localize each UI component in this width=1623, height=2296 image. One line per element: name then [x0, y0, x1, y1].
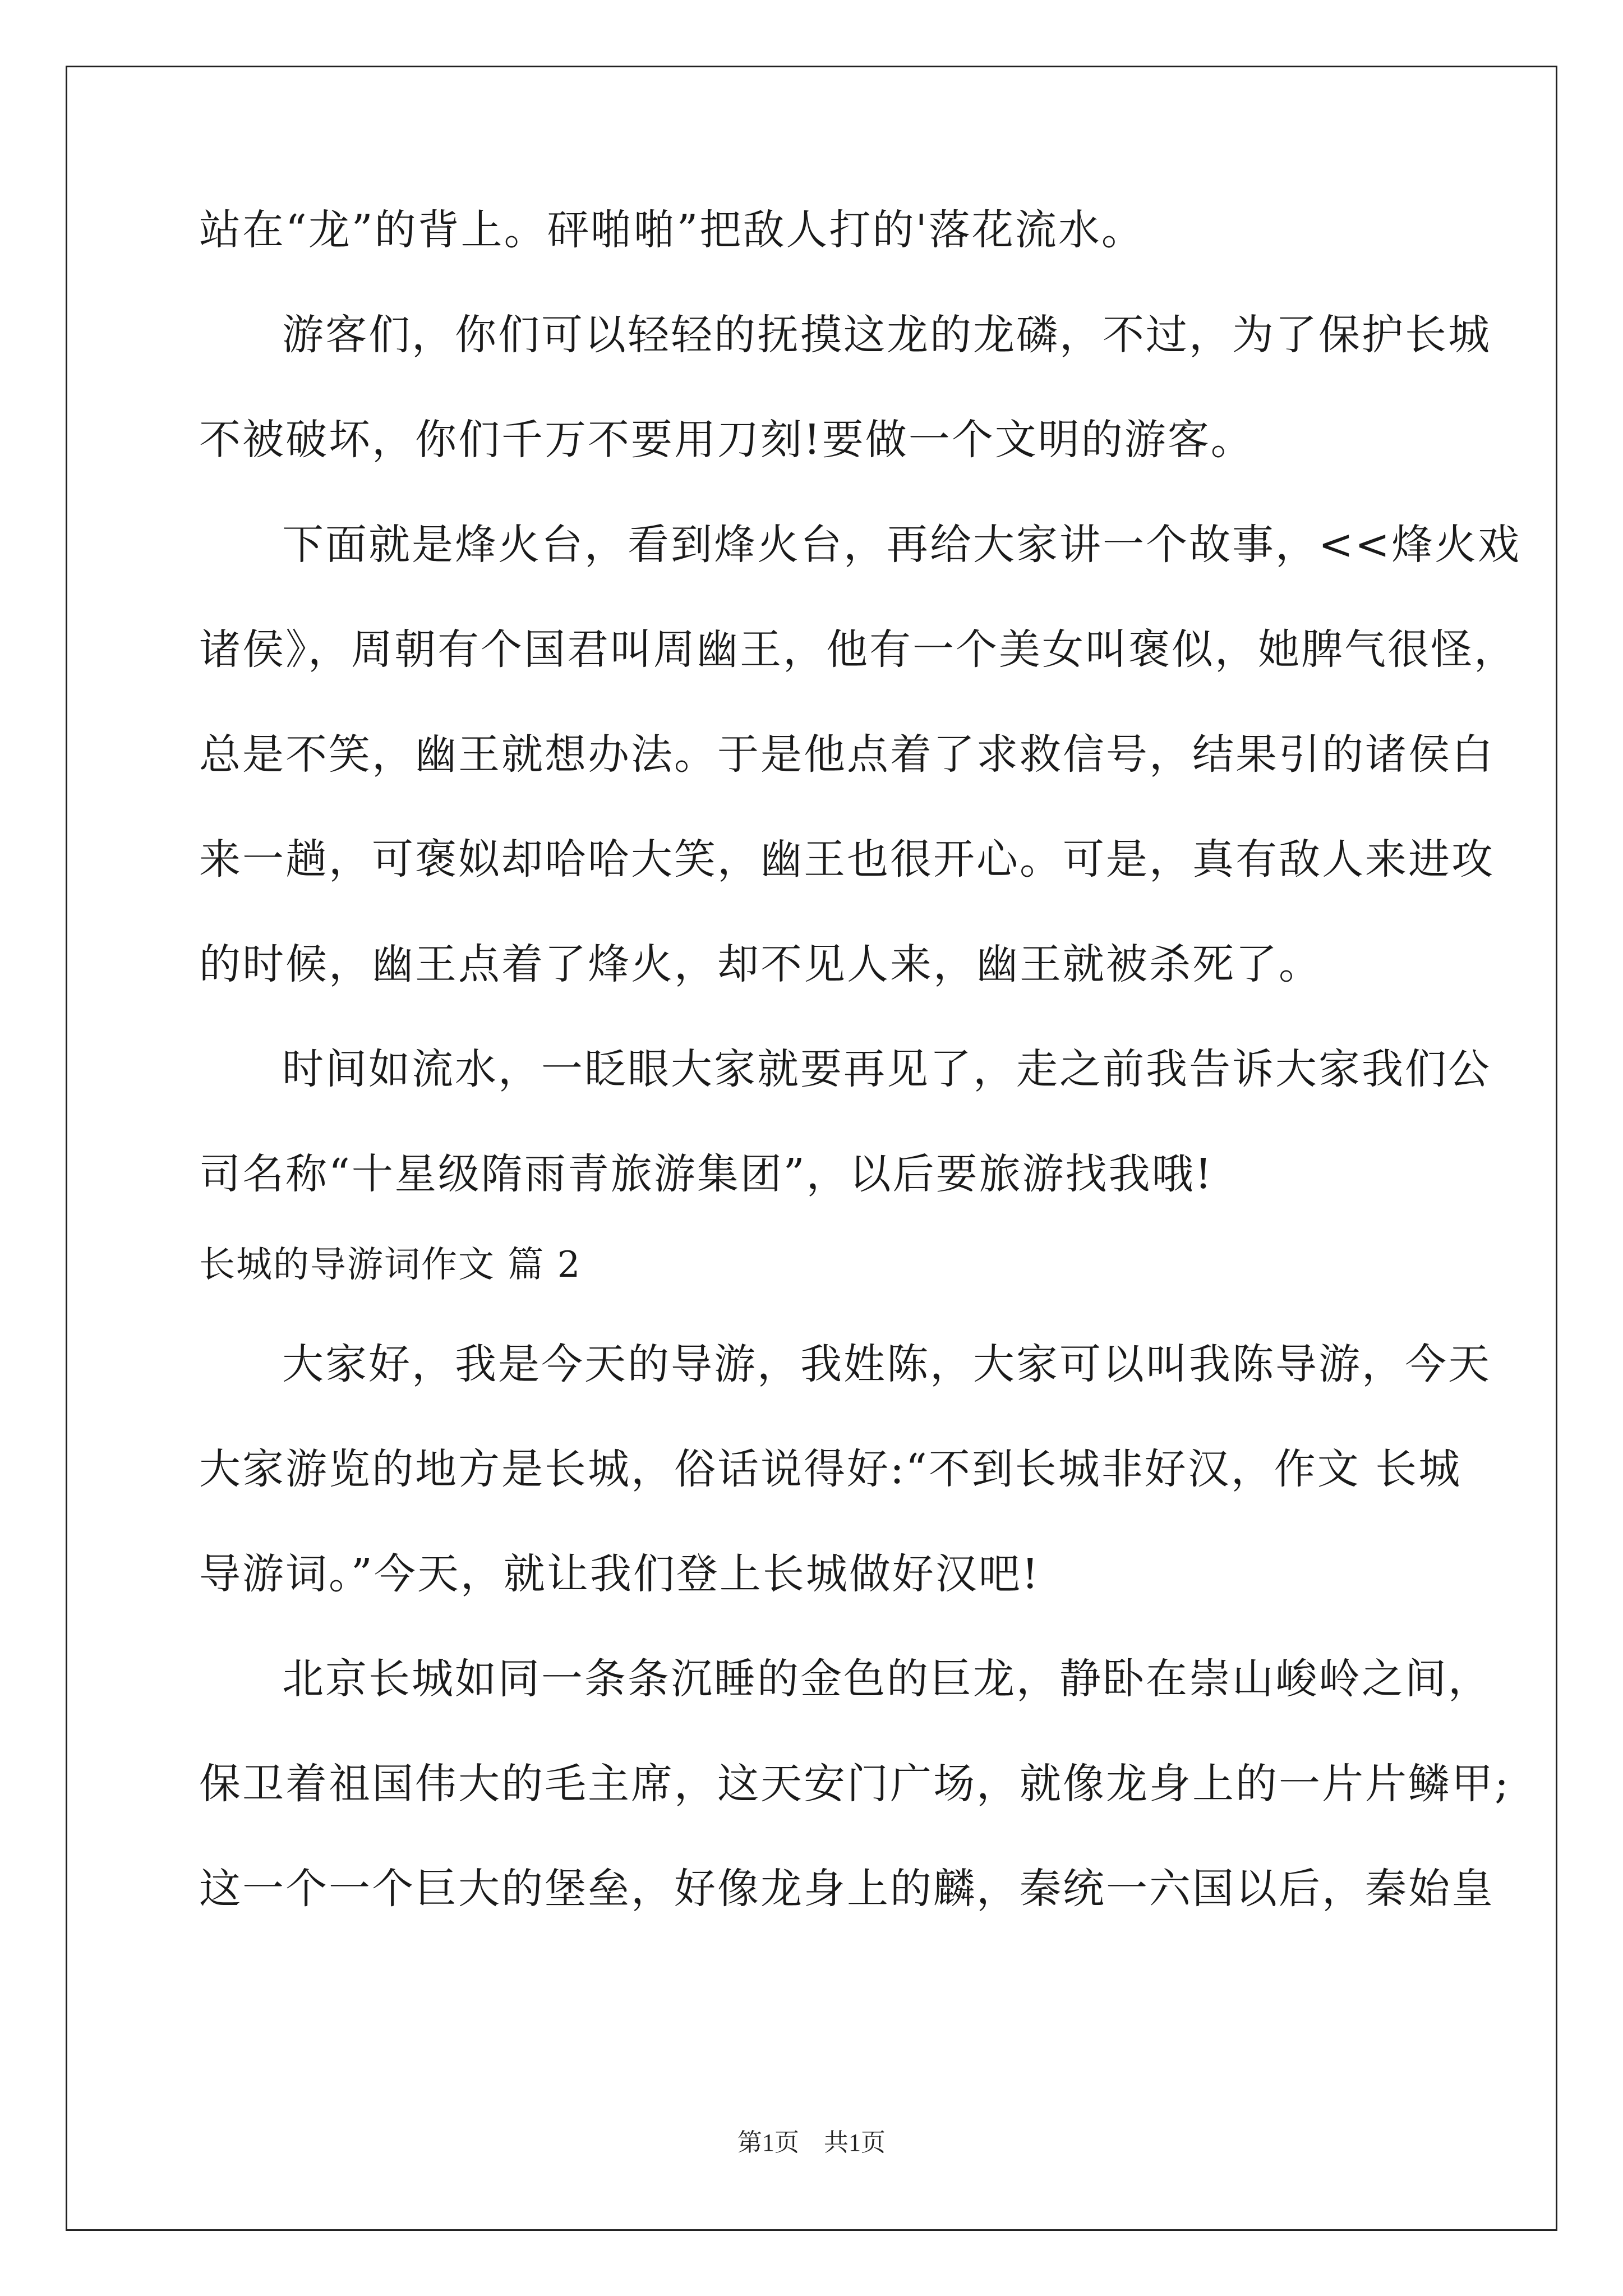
text-line: 司名称“十星级隋雨青旅游集团”，以后要旅游找我哦!	[199, 1150, 1214, 1198]
paragraph-line: 时间如流水，一眨眼大家就要再见了，走之前我告诉大家我们公	[282, 1045, 1491, 1093]
section-heading: 长城的导游词作文 篇 2	[199, 1244, 582, 1286]
text-line: 站在“龙”的背上。砰啪啪”把敌人打的'落花流水。	[199, 206, 1145, 254]
text-line: 不被破坏，你们千万不要用刀刻!要做一个文明的游客。	[199, 416, 1254, 464]
paragraph-line: 大家好，我是今天的导游，我姓陈，大家可以叫我陈导游，今天	[282, 1340, 1491, 1388]
paragraph-line: 北京长城如同一条条沉睡的金色的巨龙，静卧在崇山峻岭之间，	[282, 1655, 1491, 1703]
text-line: 这一个一个巨大的堡垒，好像龙身上的麟，秦统一六国以后，秦始皇	[199, 1865, 1495, 1913]
text-line: 的时候，幽王点着了烽火，却不见人来，幽王就被杀死了。	[199, 940, 1322, 988]
paragraph-line: 下面就是烽火台，看到烽火台，再给大家讲一个故事，<<烽火戏	[282, 521, 1521, 569]
text-line: 大家游览的地方是长城，俗话说得好:“不到长城非好汉，作文 长城	[199, 1445, 1462, 1493]
text-line: 诸侯》，周朝有个国君叫周幽王，他有一个美女叫褒似，她脾气很怪，	[199, 625, 1517, 674]
page-footer: 第1页 共1页	[737, 2129, 886, 2156]
text-line: 来一趟，可褒姒却哈哈大笑，幽王也很开心。可是，真有敌人来进攻	[199, 835, 1495, 884]
paragraph-line: 游客们，你们可以轻轻的抚摸这龙的龙磷，不过，为了保护长城	[282, 311, 1491, 359]
text-line: 总是不笑，幽王就想办法。于是他点着了求救信号，结果引的诸侯白	[199, 730, 1495, 779]
text-line: 导游词。”今天，就让我们登上长城做好汉吧!	[199, 1550, 1040, 1598]
text-line: 保卫着祖国伟大的毛主席，这天安门广场，就像龙身上的一片片鳞甲;	[199, 1760, 1510, 1808]
